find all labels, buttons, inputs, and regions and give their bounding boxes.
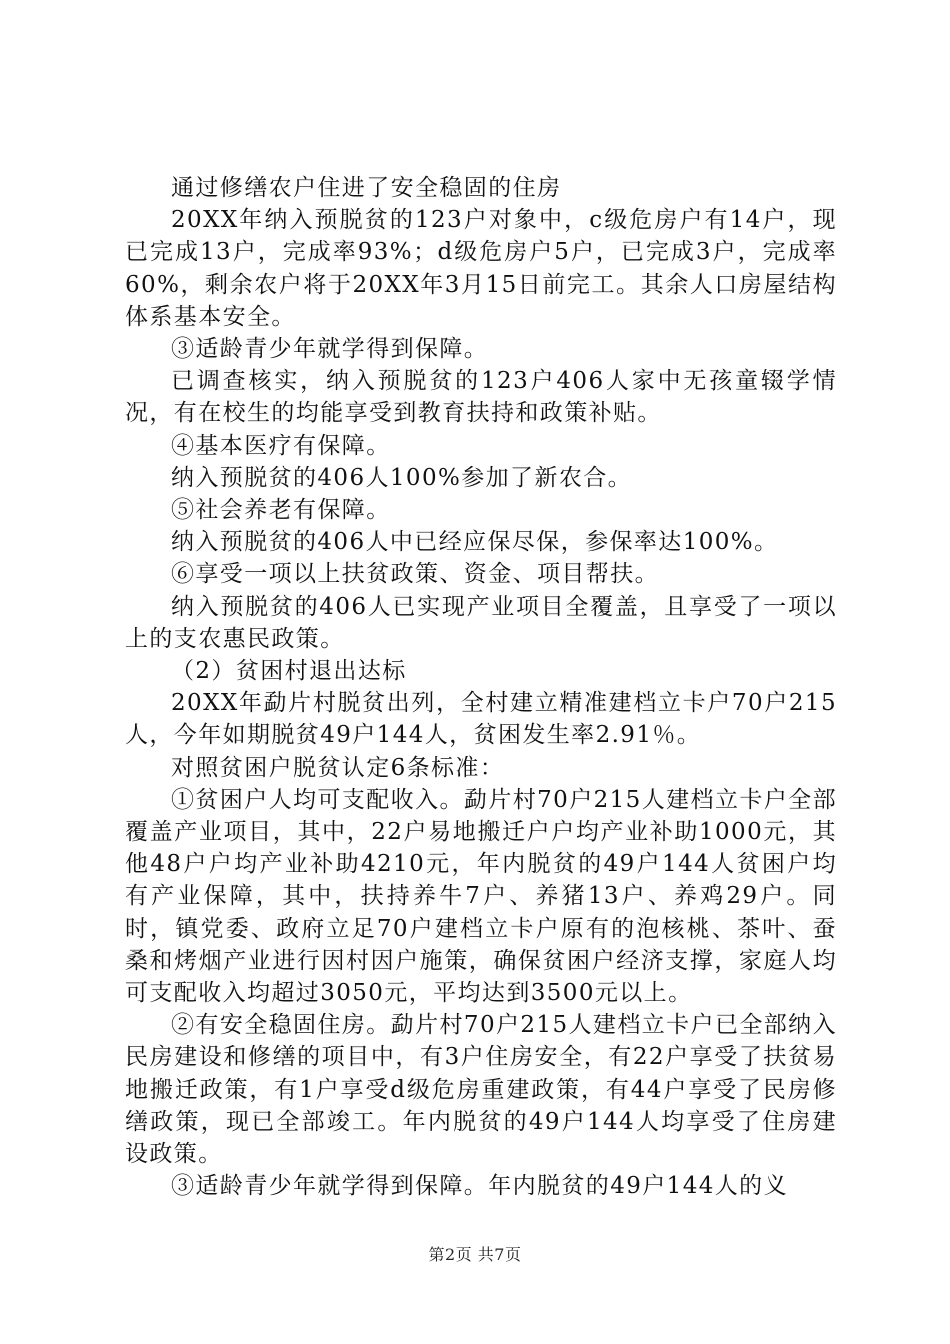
document-body <box>125 172 837 1203</box>
paragraph-education-heading: ③适龄青少年就学得到保障。 <box>171 336 489 363</box>
paragraph-village-detail: 20XX年勐片村脱贫出列，全村建立精准建档立卡户70户215人，今年如期脱贫49户144人，贫困发生率2.91％。 <box>125 690 837 749</box>
paragraph-income-detail: ①贫困户人均可支配收入。勐片村70户215人建档立卡户全部覆盖产业项目，其中，22户易地搬迁户户均产业补助1000元，其他48户户均产业补助4210元，年内脱贫的49户144人贫困户均有产业保障，其中，扶持养牛7户、养猪13户、养鸡29户。同时，镇党委、政府立足70户建档立卡户原有的泡核桃、茶叶、蚕桑和烤烟产业进行因村因户施策，确保贫困户经济支撑，家庭人均可支配收入均超过3050元，平均达到3500元以上。 <box>125 786 837 1007</box>
paragraph-village-education-detail: ③适龄青少年就学得到保障。年内脱贫的49户144人的义 <box>171 1173 788 1200</box>
paragraph-pension-heading: ⑤社会养老有保障。 <box>171 497 391 524</box>
paragraph-housing-detail: 20XX年纳入预脱贫的123户对象中，c级危房户有14户，现已完成13户，完成率93%；d级危房户5户，已完成3户，完成率60%，剩余农户将于20XX年3月15日前完工。其余人口房屋结构体系基本安全。 <box>125 207 837 330</box>
paragraph-policy-heading: ⑥享受一项以上扶贫政策、资金、项目帮扶。 <box>171 561 659 588</box>
paragraph-policy-detail: 纳入预脱贫的406人已实现产业项目全覆盖，且享受了一项以上的支农惠民政策。 <box>125 593 837 652</box>
paragraph-medical-detail: 纳入预脱贫的406人100%参加了新农合。 <box>171 464 633 491</box>
paragraph-education-detail: 已调查核实，纳入预脱贫的123户406人家中无孩童辍学情况，有在校生的均能享受到教育扶持和政策补贴。 <box>125 368 837 427</box>
paragraph-medical-heading: ④基本医疗有保障。 <box>171 432 391 459</box>
page-number-footer: 第2页 共7页 <box>428 1245 522 1264</box>
paragraph-housing-heading: 通过修缮农户住进了安全稳固的住房 <box>171 175 562 201</box>
paragraph-pension-detail: 纳入预脱贫的406人中已经应保尽保，参保率达100%。 <box>171 529 779 556</box>
paragraph-village-heading: （2）贫困村退出达标 <box>171 658 407 685</box>
paragraph-standards-heading: 对照贫困户脱贫认定6条标准： <box>171 754 505 781</box>
paragraph-village-housing-detail: ②有安全稳固住房。勐片村70户215人建档立卡户已全部纳入民房建设和修缮的项目中，有3户住房安全，有22户享受了扶贫易地搬迁政策，有1户享受d级危房重建政策，有44户享受了民房修缮政策，现已全部竣工。年内脱贫的49户144人均享受了住房建设政策。 <box>125 1012 837 1168</box>
